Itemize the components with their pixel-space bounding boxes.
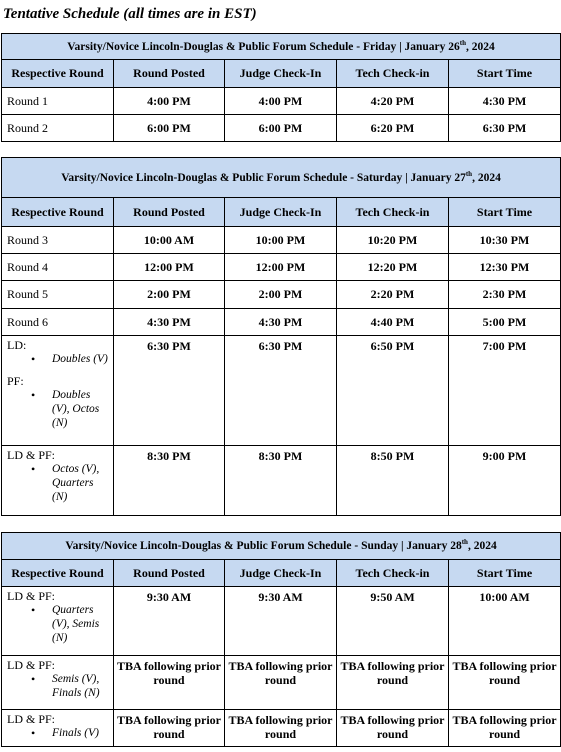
column-header: Start Time (449, 60, 561, 88)
round-posted-time: 12:00 PM (114, 254, 225, 281)
event-group (7, 374, 108, 432)
column-header: Round Posted (114, 560, 225, 587)
event-list (7, 726, 108, 742)
round-name: Round 2 (2, 115, 114, 142)
judge-check-in-time: 6:30 PM (225, 336, 337, 446)
table-row (2, 587, 561, 656)
start-time: TBA following prior round (449, 710, 561, 747)
start-time: 10:30 PM (449, 227, 561, 254)
round-name: Round 3 (2, 227, 114, 254)
column-header: Judge Check-In (225, 560, 337, 587)
judge-check-in-time: 2:00 PM (225, 281, 337, 309)
table-row (2, 710, 561, 747)
round-posted-time: 6:30 PM (114, 336, 225, 446)
table-title-row (2, 533, 561, 560)
start-time: 7:00 PM (449, 336, 561, 446)
column-header: Judge Check-In (225, 198, 337, 227)
round-posted-time: 4:30 PM (114, 309, 225, 336)
tech-check-in-time: 2:20 PM (337, 281, 449, 309)
table-title: Varsity/Novice Lincoln-Douglas & Public Forum Schedule - Saturday | January 27th, 2024 (2, 158, 561, 198)
event-list (7, 352, 108, 368)
start-time: 5:00 PM (449, 309, 561, 336)
event-group (7, 658, 108, 702)
round-posted-time: 6:00 PM (114, 115, 225, 142)
column-header: Tech Check-in (337, 198, 449, 227)
start-time: 6:30 PM (449, 115, 561, 142)
start-time: 12:30 PM (449, 254, 561, 281)
event-group-label: PF: (7, 374, 24, 388)
judge-check-in-time: 9:30 AM (225, 587, 337, 656)
column-header: Round Posted (114, 198, 225, 227)
event-group-label: LD & PF: (7, 658, 56, 672)
saturday-schedule-table (1, 157, 561, 516)
tech-check-in-time: TBA following prior round (337, 710, 449, 747)
event-group-label: LD & PF: (7, 448, 56, 462)
round-name (2, 710, 114, 747)
sunday-schedule-table (1, 532, 561, 747)
event-list (7, 603, 108, 647)
header-row (2, 60, 561, 88)
table-row (2, 115, 561, 142)
round-posted-time: TBA following prior round (114, 710, 225, 747)
event-item: • Doubles (V) (7, 352, 108, 366)
table-title: Varsity/Novice Lincoln-Douglas & Public Forum Schedule - Friday | January 26th, 2024 (2, 34, 561, 60)
event-group-label: LD & PF: (7, 589, 56, 603)
round-posted-time: 10:00 AM (114, 227, 225, 254)
column-header: Respective Round (2, 60, 114, 88)
column-header: Tech Check-in (337, 60, 449, 88)
round-posted-time: 9:30 AM (114, 587, 225, 656)
event-list (7, 388, 108, 432)
event-item: • Doubles (V), Octos (N) (7, 388, 108, 430)
column-header: Start Time (449, 198, 561, 227)
table-row (2, 656, 561, 710)
round-posted-time: TBA following prior round (114, 656, 225, 710)
start-time: 2:30 PM (449, 281, 561, 309)
tech-check-in-time: 12:20 PM (337, 254, 449, 281)
start-time: 4:30 PM (449, 88, 561, 115)
event-item: • Quarters (V), Semis (N) (7, 603, 108, 645)
friday-schedule-table (1, 33, 561, 142)
judge-check-in-time: TBA following prior round (225, 656, 337, 710)
header-row (2, 198, 561, 227)
header-row (2, 560, 561, 587)
table-row (2, 227, 561, 254)
round-name: Round 4 (2, 254, 114, 281)
table-row (2, 446, 561, 516)
start-time: 9:00 PM (449, 446, 561, 516)
column-header: Start Time (449, 560, 561, 587)
round-name (2, 446, 114, 516)
event-group-label: LD: (7, 338, 27, 352)
round-name (2, 587, 114, 656)
tech-check-in-time: TBA following prior round (337, 656, 449, 710)
round-name: Round 5 (2, 281, 114, 309)
event-item: • Semis (V), Finals (N) (7, 672, 108, 700)
tech-check-in-time: 6:20 PM (337, 115, 449, 142)
table-title: Varsity/Novice Lincoln-Douglas & Public Forum Schedule - Sunday | January 28th, 2024 (2, 533, 561, 560)
event-group (7, 338, 108, 368)
round-posted-time: 4:00 PM (114, 88, 225, 115)
event-group (7, 712, 108, 742)
round-name: Round 1 (2, 88, 114, 115)
judge-check-in-time: 12:00 PM (225, 254, 337, 281)
judge-check-in-time: 4:00 PM (225, 88, 337, 115)
table-row (2, 88, 561, 115)
event-group-label: LD & PF: (7, 712, 56, 726)
round-name (2, 336, 114, 446)
table-row (2, 309, 561, 336)
table-row (2, 254, 561, 281)
tech-check-in-time: 4:40 PM (337, 309, 449, 336)
table-title-row (2, 34, 561, 60)
table-row (2, 336, 561, 446)
judge-check-in-time: 10:00 PM (225, 227, 337, 254)
event-item: • Finals (V) (7, 726, 108, 740)
tech-check-in-time: 10:20 PM (337, 227, 449, 254)
table-title-row (2, 158, 561, 198)
round-posted-time: 2:00 PM (114, 281, 225, 309)
event-group (7, 589, 108, 647)
judge-check-in-time: 4:30 PM (225, 309, 337, 336)
event-list (7, 672, 108, 702)
judge-check-in-time: 6:00 PM (225, 115, 337, 142)
judge-check-in-time: TBA following prior round (225, 710, 337, 747)
start-time: 10:00 AM (449, 587, 561, 656)
table-row (2, 281, 561, 309)
tech-check-in-time: 8:50 PM (337, 446, 449, 516)
start-time: TBA following prior round (449, 656, 561, 710)
page-title: Tentative Schedule (all times are in EST) (3, 6, 257, 22)
column-header: Respective Round (2, 198, 114, 227)
judge-check-in-time: 8:30 PM (225, 446, 337, 516)
round-posted-time: 8:30 PM (114, 446, 225, 516)
tech-check-in-time: 6:50 PM (337, 336, 449, 446)
tech-check-in-time: 4:20 PM (337, 88, 449, 115)
round-name: Round 6 (2, 309, 114, 336)
round-name (2, 656, 114, 710)
event-item: • Octos (V), Quarters (N) (7, 462, 108, 504)
column-header: Tech Check-in (337, 560, 449, 587)
column-header: Respective Round (2, 560, 114, 587)
tech-check-in-time: 9:50 AM (337, 587, 449, 656)
column-header: Round Posted (114, 60, 225, 88)
event-list (7, 462, 108, 506)
event-group (7, 448, 108, 506)
column-header: Judge Check-In (225, 60, 337, 88)
